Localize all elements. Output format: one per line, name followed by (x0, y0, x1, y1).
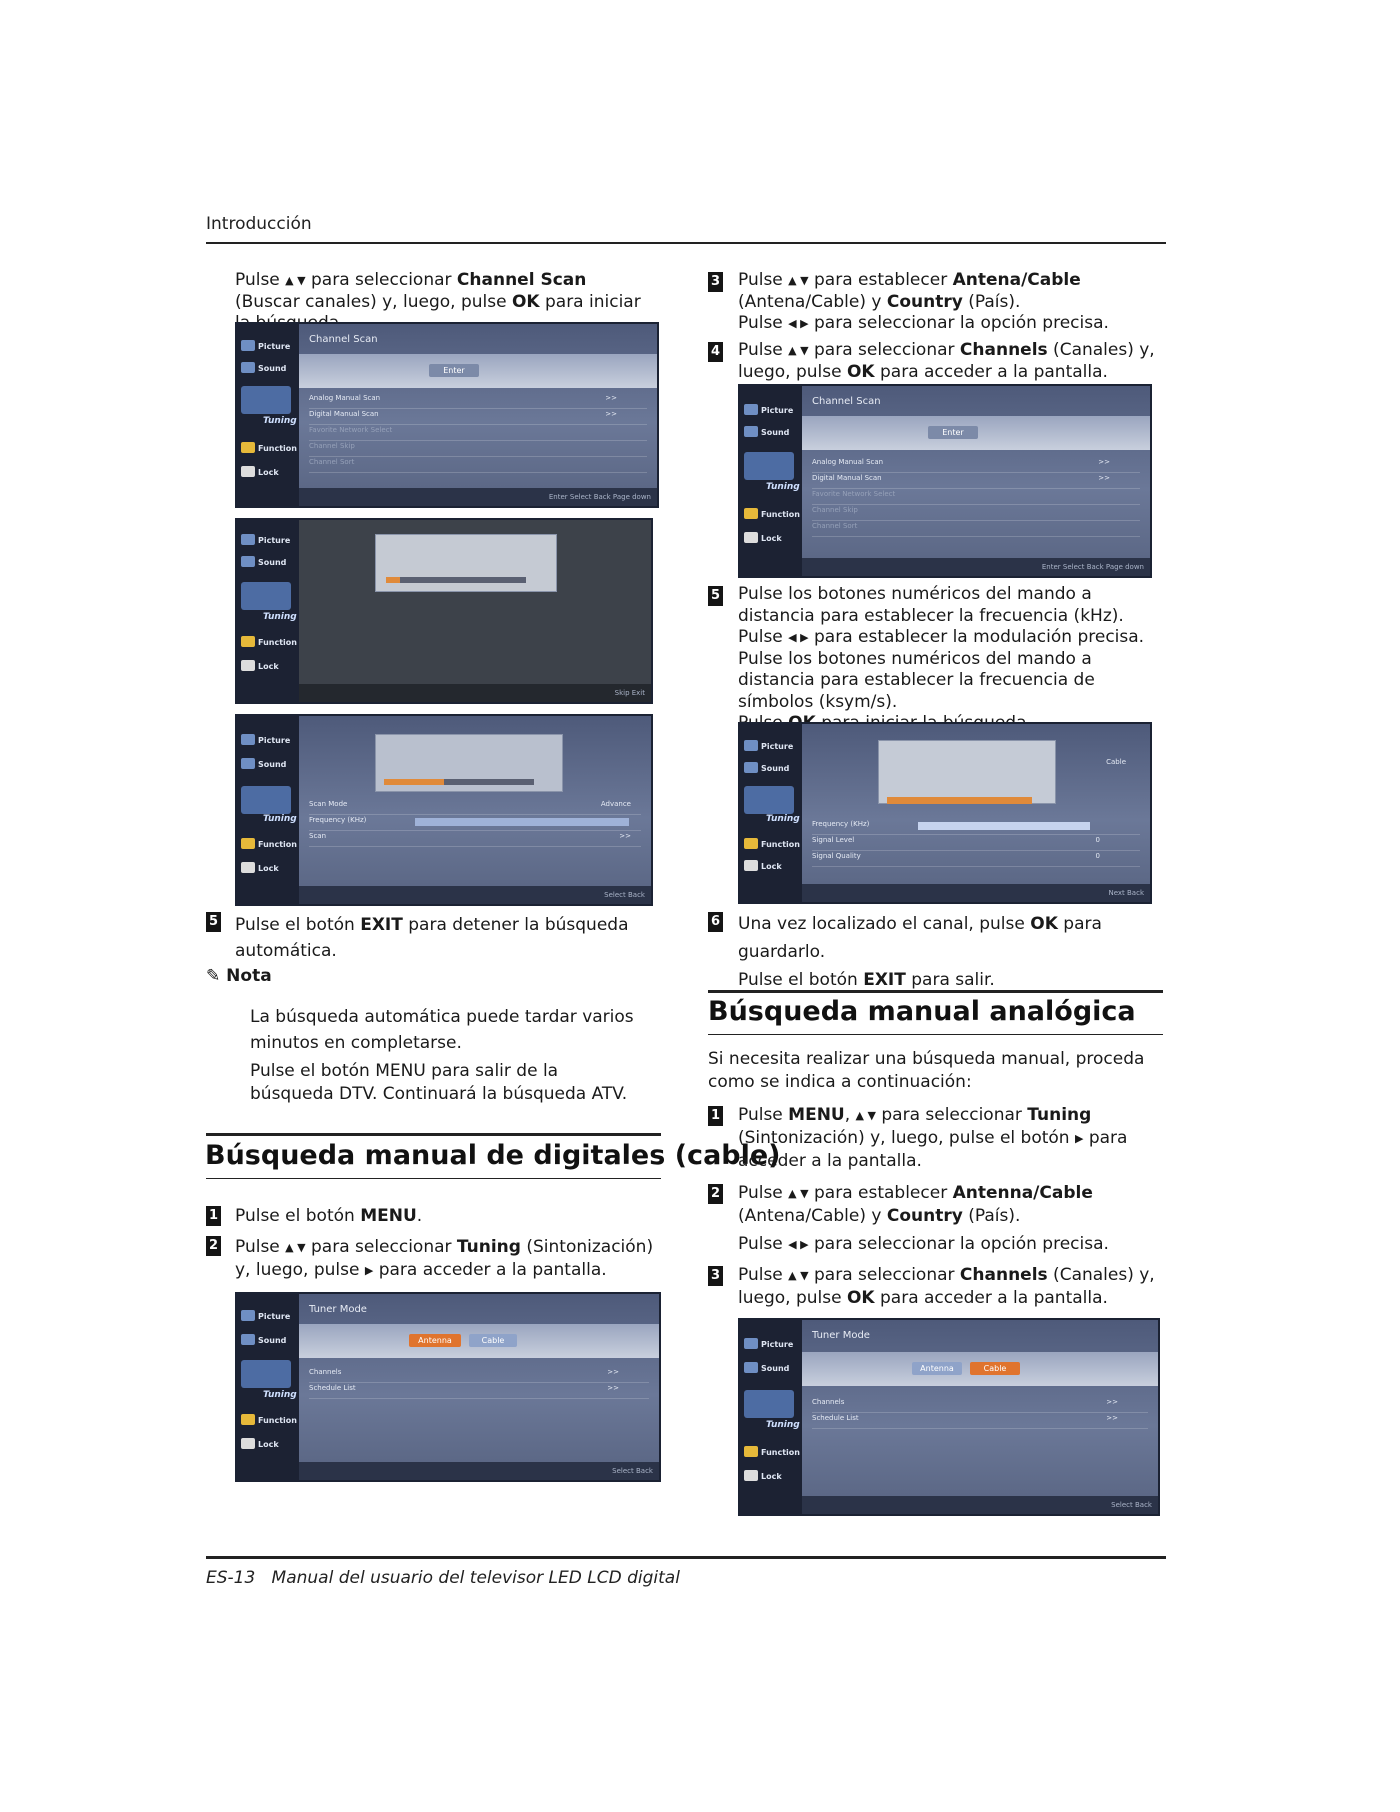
step-4-text: Pulse ▲ ▼ para seleccionar Channels (Canales) y, luego, pulse OK para acceder a la pantalla. (738, 340, 1155, 382)
tv-enter-button: Enter (928, 426, 978, 439)
up-down-arrows-icon: ▲ ▼ (285, 274, 306, 287)
sound-icon (241, 556, 255, 567)
section-rule-bottom (206, 1178, 661, 1179)
left-right-arrows-icon: ◀ ▶ (788, 317, 809, 330)
right-arrow-icon: ▶ (364, 1264, 374, 1277)
lock-icon (241, 466, 255, 477)
left-right-arrows-icon: ◀ ▶ (788, 1238, 809, 1251)
progress-fill (386, 577, 400, 583)
note-paragraph-2: Pulse el botón MENU para salir de la búsqueda DTV. Continuará la búsqueda ATV. (250, 1061, 628, 1104)
lock-icon (744, 1470, 758, 1481)
tv-screenshot-channel-scan-2: Picture Sound Tuning Function Lock Channel Scan Enter Analog Manual Scan >> Digital Manual Scan >> Favorite Network Select Channel Skip Channel Sort Enter Select Back Page down (738, 384, 1152, 578)
step-1-text: Pulse el botón MENU. (235, 1206, 423, 1226)
star-icon (241, 838, 255, 849)
step-number: 5 (206, 912, 221, 932)
footer-rule (206, 1556, 1166, 1559)
up-down-arrows-icon: ▲ ▼ (788, 274, 809, 287)
lock-icon (744, 532, 758, 543)
sound-icon (241, 1334, 255, 1345)
note-paragraph-1: La búsqueda automática puede tardar varios minutos en completarse. (250, 1007, 634, 1053)
tv-cable-option: Cable (970, 1362, 1020, 1375)
running-header: Introducción (206, 214, 312, 234)
step-number: 2 (708, 1184, 723, 1204)
sound-icon (744, 426, 758, 437)
tv-cable-option: Cable (469, 1334, 517, 1347)
picture-icon (744, 740, 758, 751)
step-number: 6 (708, 912, 723, 932)
picture-icon (241, 534, 255, 545)
star-icon (744, 838, 758, 849)
analog-step-1-text: Pulse MENU, ▲ ▼ para seleccionar Tuning (Sintonización) y, luego, pulse el botón ▶ para acceder a la pantalla. (738, 1105, 1128, 1171)
sound-icon (744, 762, 758, 773)
section-rule-bottom (708, 1034, 1163, 1035)
step-number: 4 (708, 342, 723, 362)
right-arrow-icon: ▶ (1074, 1132, 1084, 1145)
section-rule-top (206, 1133, 661, 1136)
tv-antenna-option: Antenna (409, 1334, 461, 1347)
step-number: 3 (708, 1266, 723, 1286)
step-number: 1 (206, 1206, 221, 1226)
page-footer: ES-13 Manual del usuario del televisor LED LCD digital (206, 1568, 680, 1588)
pencil-icon: ✎ (206, 966, 227, 986)
star-icon (241, 636, 255, 647)
analog-intro-text: Si necesita realizar una búsqueda manual, proceda como se indica a continuación: (708, 1049, 1145, 1092)
tv-screenshot-tuner-mode-analog: Picture Sound Tuning Function Lock Tuner Mode Antenna Cable Channels >> Schedule List >> Select Back (738, 1318, 1160, 1516)
tuning-icon (744, 452, 794, 480)
section-rule-top (708, 990, 1163, 993)
picture-icon (241, 340, 255, 351)
step-number: 1 (708, 1106, 723, 1126)
left-right-arrows-icon: ◀ ▶ (788, 631, 809, 644)
tv-title: Channel Scan (309, 334, 378, 345)
picture-icon (744, 404, 758, 415)
up-down-arrows-icon: ▲ ▼ (855, 1109, 876, 1122)
tv-screenshot-scan-progress: Picture Sound Tuning Function Lock Skip Exit (235, 518, 653, 704)
tv-antenna-option: Antenna (912, 1362, 962, 1375)
up-down-arrows-icon: ▲ ▼ (788, 344, 809, 357)
tv-screenshot-cable-scan: Picture Sound Tuning Function Lock Cable Frequency (KHz) Signal Level 0 Signal Quality 0 Next Back (738, 722, 1152, 904)
step-2-text: Pulse ▲ ▼ para seleccionar Tuning (Sintonización) y, luego, pulse ▶ para acceder a la pantalla. (235, 1237, 654, 1280)
star-icon (241, 442, 255, 453)
tv-screenshot-channel-scan: Picture Sound Tuning Function Lock Channel Scan Enter Analog Manual Scan >> Digital Manual Scan >> Favorite Network Select Channel Skip Channel Sort Enter Select Back Page down (235, 322, 659, 508)
step-number: 3 (708, 272, 723, 292)
tv-screenshot-dtv-scan: Picture Sound Tuning Function Lock Scan Mode Advance Frequency (KHz) Scan >> Select Back (235, 714, 653, 906)
lock-icon (241, 862, 255, 873)
tuning-icon (744, 786, 794, 814)
sound-icon (241, 362, 255, 373)
tuning-icon (241, 786, 291, 814)
tv-enter-button: Enter (429, 364, 479, 377)
intro-instruction: Pulse ▲ ▼ para seleccionar Channel Scan (Buscar canales) y, luego, pulse OK para iniciar (235, 270, 641, 312)
section-heading-digital-cable: Búsqueda manual de digitales (cable) (205, 1140, 781, 1171)
up-down-arrows-icon: ▲ ▼ (788, 1269, 809, 1282)
picture-icon (241, 1310, 255, 1321)
tuning-icon (744, 1390, 794, 1418)
step-6-text: Una vez localizado el canal, pulse OK para guardarlo. Pulse el botón EXIT para salir. (738, 914, 1102, 990)
lock-icon (744, 860, 758, 871)
picture-icon (744, 1338, 758, 1349)
tuning-icon (241, 1360, 291, 1388)
step-5-text: Pulse el botón EXIT para detener la búsqueda automática. (235, 915, 629, 961)
step-number: 5 (708, 586, 723, 606)
analog-step-2-subtext: Pulse ◀ ▶ para seleccionar la opción precisa. (738, 1234, 1109, 1254)
analog-step-2-text: Pulse ▲ ▼ para establecer Antenna/Cable (Antena/Cable) y Country (País). (738, 1183, 1093, 1226)
tv-screenshot-tuner-mode-cable: Picture Sound Tuning Function Lock Tuner Mode Antenna Cable Channels >> Schedule List >> Select Back (235, 1292, 661, 1482)
sound-icon (241, 758, 255, 769)
step-number: 2 (206, 1236, 221, 1256)
picture-icon (241, 734, 255, 745)
step-5-right-text: Pulse los botones numéricos del mando a distancia para establecer la frecuencia (kHz). Pulse ◀ ▶ para establecer la modulación precisa. Pulse los botones numéricos del mando a distancia para establecer la frecuencia de símbolos (ksym/s). (738, 584, 1145, 712)
star-icon (744, 508, 758, 519)
tuning-icon (241, 386, 291, 414)
progress-fill (384, 779, 444, 785)
tuning-icon (241, 582, 291, 610)
analog-step-3-text: Pulse ▲ ▼ para seleccionar Channels (Canales) y, luego, pulse OK para acceder a la pantalla. (738, 1265, 1155, 1308)
header-rule (206, 242, 1166, 244)
tv-sidebar: Picture Sound Tuning Function Lock (237, 324, 299, 506)
progress-fill (887, 797, 1032, 804)
up-down-arrows-icon: ▲ ▼ (285, 1241, 306, 1254)
sound-icon (744, 1362, 758, 1373)
up-down-arrows-icon: ▲ ▼ (788, 1187, 809, 1200)
lock-icon (241, 1438, 255, 1449)
note-label: ✎ Nota (206, 966, 272, 986)
lock-icon (241, 660, 255, 671)
star-icon (744, 1446, 758, 1457)
section-heading-analog-manual: Búsqueda manual analógica (708, 996, 1136, 1027)
star-icon (241, 1414, 255, 1425)
step-3-text: Pulse ▲ ▼ para establecer Antena/Cable (Antena/Cable) y Country (País). Pulse ◀ ▶ para seleccionar la opción precisa. (738, 270, 1109, 333)
